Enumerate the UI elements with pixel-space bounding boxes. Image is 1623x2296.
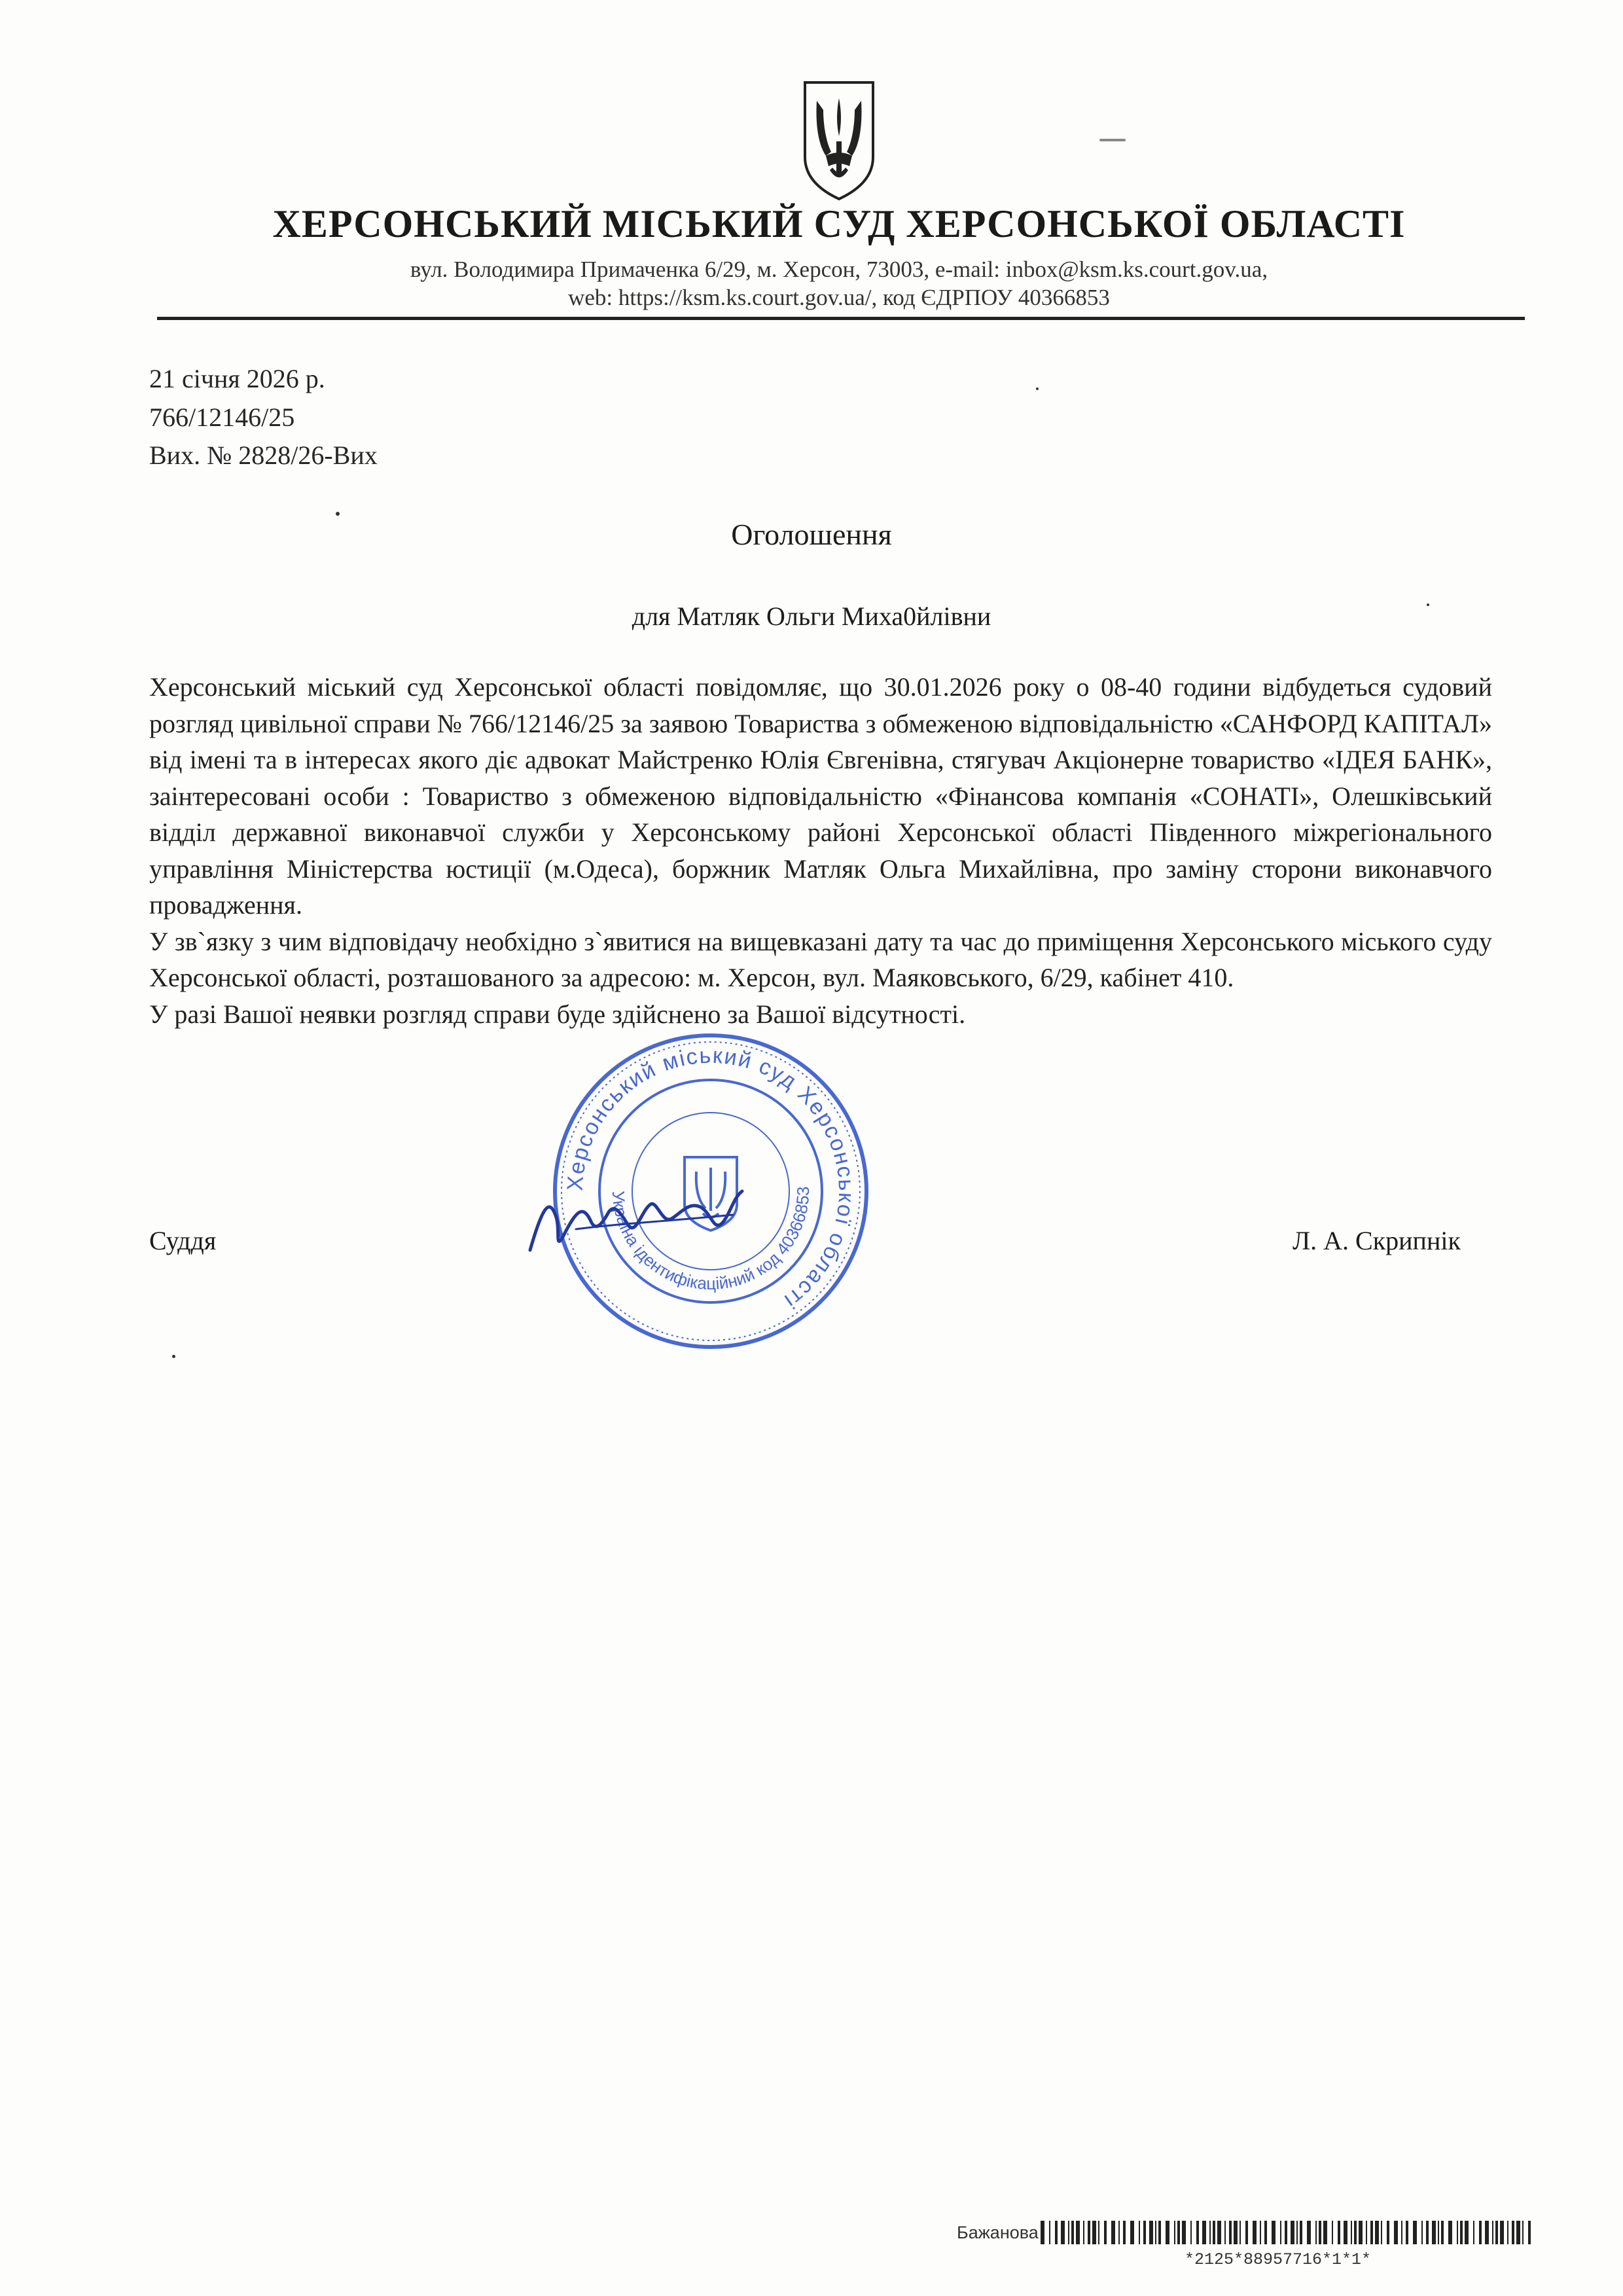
barcode-bar — [1441, 2221, 1444, 2244]
court-address: вул. Володимира Примаченка 6/29, м. Херсон, 73003, e-mail: inbox@ksm.ks.court.gov.ua, — [410, 257, 1268, 282]
scan-speck — [172, 1355, 175, 1358]
court-web-and-code: web: https://ksm.ks.court.gov.ua/, код ЄДРПОУ 40366853 — [568, 285, 1110, 310]
barcode-bar — [1209, 2221, 1211, 2244]
svg-text:Україна ідентифікаційний код 4: Україна ідентифікаційний код 40366853 — [608, 1186, 813, 1294]
barcode-bar — [1516, 2221, 1520, 2244]
barcode-bar — [1495, 2221, 1498, 2244]
barcode-bar — [1421, 2221, 1423, 2244]
barcode-bar — [1104, 2221, 1107, 2244]
barcode-bar — [1264, 2221, 1267, 2244]
scan-speck — [1036, 387, 1039, 390]
barcode-bar — [1111, 2221, 1115, 2244]
scan-speck — [1099, 139, 1126, 141]
header-divider — [157, 317, 1525, 320]
barcode-bar — [1088, 2221, 1090, 2244]
barcode-bar — [1307, 2221, 1311, 2244]
document-barcode — [1041, 2221, 1538, 2244]
barcode-bar — [1344, 2221, 1347, 2244]
barcode-bar — [1323, 2221, 1327, 2244]
barcode-bar — [1381, 2221, 1382, 2244]
addressee: для Матляк Ольги Миха0йлівни — [632, 601, 991, 631]
coat-of-arms-icon — [800, 79, 878, 203]
barcode-bar — [1291, 2221, 1294, 2244]
barcode-bar — [1123, 2221, 1126, 2244]
barcode-bar — [1370, 2221, 1373, 2244]
barcode-bar — [1332, 2221, 1333, 2244]
barcode-bar — [1158, 2221, 1161, 2244]
barcode-bar — [1485, 2221, 1489, 2244]
barcode-bar — [1196, 2221, 1199, 2244]
judge-signature — [517, 1178, 753, 1263]
barcode-bar — [1177, 2221, 1180, 2244]
barcode-bar — [1155, 2221, 1156, 2244]
scan-speck — [336, 512, 340, 516]
barcode-bar — [1366, 2221, 1367, 2244]
barcode-bar — [1182, 2221, 1186, 2244]
barcode-bar — [1507, 2221, 1508, 2244]
barcode-bar — [1426, 2221, 1429, 2244]
barcode-bar — [1190, 2221, 1192, 2244]
barcode-bar — [1118, 2221, 1120, 2244]
document-date: 21 січня 2026 р. — [149, 364, 325, 393]
barcode-bar — [1338, 2221, 1340, 2244]
barcode-bar — [1473, 2221, 1474, 2244]
barcode-bar — [1319, 2221, 1321, 2244]
barcode-bar — [1359, 2221, 1363, 2244]
barcode-bar — [1465, 2221, 1469, 2244]
barcode-bar — [1260, 2221, 1261, 2244]
barcode-bar — [1092, 2221, 1096, 2244]
barcode-bar — [1098, 2221, 1099, 2244]
barcode-bar — [1512, 2221, 1514, 2244]
barcode-bar — [1522, 2221, 1524, 2244]
barcode-bar — [1071, 2221, 1074, 2244]
barcode-bar — [1492, 2221, 1493, 2244]
court-name: ХЕРСОНСЬКИЙ МІСЬКИЙ СУД ХЕРСОНСЬКОЇ ОБЛАСТІ — [272, 202, 1406, 245]
barcode-bar — [1217, 2221, 1221, 2244]
barcode-bar — [1166, 2221, 1169, 2244]
barcode-bar — [1139, 2221, 1140, 2244]
barcode-bar — [1280, 2221, 1281, 2244]
barcode-bar — [1213, 2221, 1215, 2244]
barcode-bar — [1387, 2221, 1389, 2244]
signature-role: Суддя — [149, 1226, 217, 1255]
barcode-bar — [1083, 2221, 1084, 2244]
barcode-bar — [1448, 2221, 1452, 2244]
body-paragraph: Херсонський міський суд Херсонської області повідомляє, що 30.01.2026 року о 08-40 години відбудеться судовий розгляд цивільної справи № 766/12146/25 за заявою Товариства з обмеженою відповідальністю «САНФОРД КАПІТАЛ» від імені та в інтересах якого діє адвокат Майстренко Юлія Євгенівна, стягувач Акціонерне товариство «ІДЕЯ БАНК», заінтересовані особи : Товариство з обмеженою відповідальністю «Фінансова компанія «СОНАТІ», Олешківський відділ державної виконавчої служби у Херсонському районі Херсонської області Південного міжрегіонального управління Міністерства юстиції (м.Одеса), боржник Матляк Ольга Михайлівна, про заміну сторони виконавчого провадження. — [149, 672, 1492, 920]
barcode-bar — [1240, 2221, 1241, 2244]
barcode-bar — [1375, 2221, 1379, 2244]
barcode-number: *2125*88957716*1*1* — [1185, 2250, 1372, 2269]
barcode-bar — [1285, 2221, 1287, 2244]
body-paragraph: У разі Вашої неявки розгляд справи буде здійснено за Вашої відсутності. — [149, 999, 966, 1029]
barcode-bar — [1234, 2221, 1238, 2244]
scan-speck — [1427, 603, 1429, 606]
barcode-bar — [1460, 2221, 1463, 2244]
case-number: 766/12146/25 — [149, 403, 295, 432]
barcode-bar — [1479, 2221, 1482, 2244]
barcode-bar — [1528, 2221, 1531, 2244]
barcode-bar — [1224, 2221, 1226, 2244]
barcode-bar — [1049, 2221, 1050, 2244]
barcode-bar — [1253, 2221, 1257, 2244]
barcode-bar — [1143, 2221, 1146, 2244]
outgoing-number: Вих. № 2828/26-Вих — [149, 440, 378, 470]
barcode-bar — [1174, 2221, 1175, 2244]
barcode-bar — [1406, 2221, 1408, 2244]
barcode-bar — [1354, 2221, 1357, 2244]
barcode-bar — [1076, 2221, 1080, 2244]
barcode-bar — [1296, 2221, 1298, 2244]
svg-text:Херсонський міський суд Херсон: Херсонський міський суд Херсонської області — [562, 1043, 859, 1314]
barcode-bar — [1229, 2221, 1232, 2244]
barcode-bar — [1130, 2221, 1134, 2244]
barcode-bar — [1041, 2221, 1044, 2244]
barcode-bar — [1432, 2221, 1436, 2244]
judge-name: Л. А. Скрипнік — [1293, 1226, 1461, 1255]
document-title: Оголошення — [731, 518, 892, 551]
barcode-bar — [1401, 2221, 1402, 2244]
barcode-bar — [1394, 2221, 1398, 2244]
barcode-bar — [1315, 2221, 1317, 2244]
barcode-bar — [1245, 2221, 1248, 2244]
barcode-bar — [1457, 2221, 1458, 2244]
barcode-bar — [1068, 2221, 1069, 2244]
clerk-name: Бажанова — [957, 2223, 1039, 2242]
barcode-bar — [1413, 2221, 1417, 2244]
barcode-bar — [1272, 2221, 1275, 2244]
barcode-bar — [1438, 2221, 1439, 2244]
barcode-bar — [1055, 2221, 1058, 2244]
barcode-bar — [1351, 2221, 1352, 2244]
barcode-bar — [1202, 2221, 1206, 2244]
body-paragraph: У зв`язку з чим відповідачу необхідно з`явитися на вищевказані дату та час до приміщення Херсонського міського суду Херсонської області, розташованого за адресою: м. Херсон, вул. Маяковського, 6/29, кабінет 410. — [149, 926, 1492, 992]
announcement-body — [149, 669, 1492, 1032]
barcode-bar — [1061, 2221, 1065, 2244]
barcode-bar — [1300, 2221, 1302, 2244]
barcode-bar — [1149, 2221, 1153, 2244]
barcode-bar — [1500, 2221, 1504, 2244]
